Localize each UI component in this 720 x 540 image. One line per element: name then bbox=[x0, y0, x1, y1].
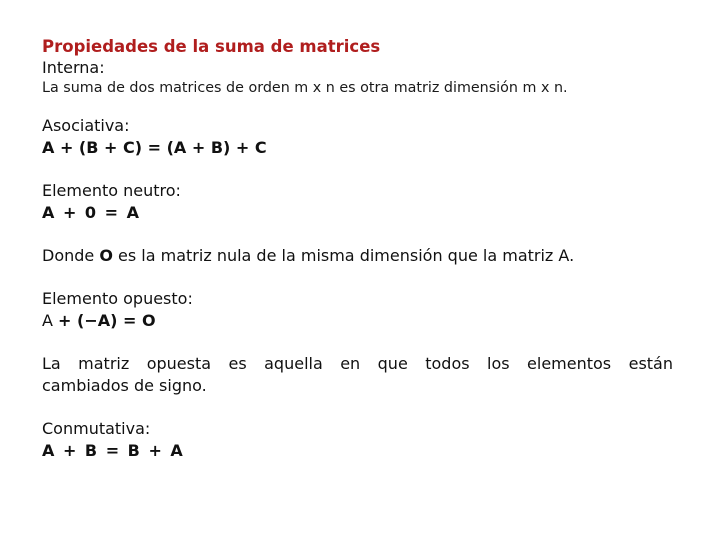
slide-title: Propiedades de la suma de matrices bbox=[42, 37, 381, 56]
opuesto-formula-rest: + (−A) = O bbox=[58, 311, 156, 330]
conmutativa-formula: A + B = B + A bbox=[42, 441, 185, 460]
opuesto-label: Elemento opuesto: bbox=[42, 289, 193, 308]
conmutativa-label: Conmutativa: bbox=[42, 419, 151, 438]
interna-label: Interna: bbox=[42, 58, 105, 77]
neutro-label: Elemento neutro: bbox=[42, 181, 181, 200]
conmutativa-section bbox=[42, 418, 676, 462]
neutro-note-suffix: es la matriz nula de la misma dimensión que la matriz A. bbox=[112, 246, 575, 265]
neutro-formula: A + 0 = A bbox=[42, 203, 141, 222]
opuesto-formula-a: A bbox=[42, 311, 53, 330]
opuesto-section bbox=[42, 288, 676, 332]
opuesto-note bbox=[42, 353, 673, 397]
asociativa-formula: A + (B + C) = (A + B) + C bbox=[42, 138, 267, 157]
neutro-note-bold: O bbox=[99, 246, 113, 265]
neutro-section bbox=[42, 180, 676, 224]
slide-content bbox=[42, 36, 676, 483]
interna-text: La suma de dos matrices de orden m x n es otra matriz dimensión m x n. bbox=[42, 80, 568, 96]
neutro-note-prefix: Donde bbox=[42, 246, 100, 265]
neutro-note bbox=[42, 245, 676, 267]
opuesto-note-line2: cambiados de signo. bbox=[42, 376, 207, 395]
opuesto-formula bbox=[42, 310, 676, 332]
opuesto-note-line1: La matriz opuesta es aquella en que todos los elementos están bbox=[42, 354, 673, 373]
asociativa-section bbox=[42, 115, 676, 159]
asociativa-label: Asociativa: bbox=[42, 116, 130, 135]
